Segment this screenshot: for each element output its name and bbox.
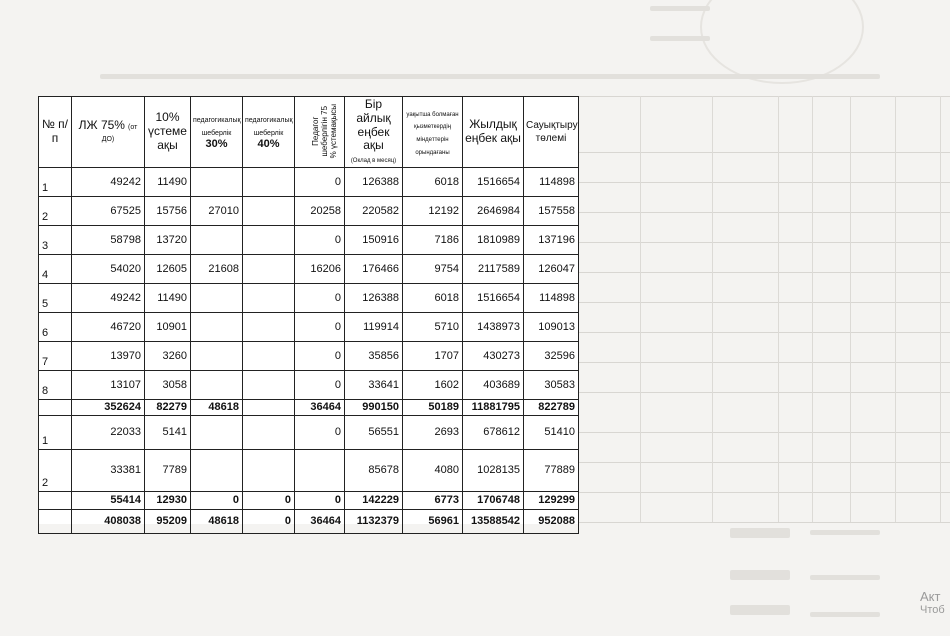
cell-p75: 20258	[295, 196, 345, 225]
salary-table	[38, 96, 579, 534]
table-row	[39, 449, 579, 491]
header-wellness: Сауықтыру төлемі	[524, 97, 579, 168]
cell-p75: 0	[295, 283, 345, 312]
cell-p75: 36464	[295, 399, 345, 415]
cell-p30	[191, 225, 243, 254]
cell-no: 1	[39, 167, 72, 196]
cell-ust: 11490	[145, 167, 191, 196]
cell-p30: 0	[191, 491, 243, 509]
activation-line-1: Акт	[920, 589, 941, 604]
cell-ust: 95209	[145, 509, 191, 533]
cell-p30	[191, 283, 243, 312]
table-row	[39, 167, 579, 196]
cell-monthly: 126388	[345, 283, 403, 312]
cell-well: 114898	[524, 283, 579, 312]
cell-annual: 2646984	[463, 196, 524, 225]
cell-well: 157558	[524, 196, 579, 225]
activation-watermark	[920, 589, 950, 616]
cell-no	[39, 509, 72, 533]
cell-well: 32596	[524, 341, 579, 370]
cell-lzh: 13970	[72, 341, 145, 370]
cell-p40	[243, 254, 295, 283]
cell-well: 952088	[524, 509, 579, 533]
faded-stamp	[700, 0, 864, 84]
cell-p75: 0	[295, 341, 345, 370]
cell-p30: 27010	[191, 196, 243, 225]
header-ped75: Педагог шеберлігін 75 % үстемақысы	[295, 97, 345, 168]
cell-unf: 4080	[403, 449, 463, 491]
cell-p40	[243, 167, 295, 196]
table-row	[39, 254, 579, 283]
cell-ust: 3058	[145, 370, 191, 399]
cell-well: 822789	[524, 399, 579, 415]
cell-p40	[243, 341, 295, 370]
cell-p40	[243, 225, 295, 254]
cell-ust: 5141	[145, 415, 191, 449]
header-annual: Жылдық еңбек ақы	[463, 97, 524, 168]
subtotal-row-1	[39, 399, 579, 415]
header-no: № п/п	[39, 97, 72, 168]
cell-ust: 13720	[145, 225, 191, 254]
cell-unf: 6018	[403, 283, 463, 312]
cell-p75: 16206	[295, 254, 345, 283]
cell-monthly: 1132379	[345, 509, 403, 533]
cell-p40	[243, 399, 295, 415]
cell-ust: 7789	[145, 449, 191, 491]
table-row	[39, 341, 579, 370]
cell-unf: 1602	[403, 370, 463, 399]
cell-no: 2	[39, 196, 72, 225]
cell-monthly: 35856	[345, 341, 403, 370]
cell-p40	[243, 370, 295, 399]
cell-lzh: 58798	[72, 225, 145, 254]
cell-p40	[243, 312, 295, 341]
cell-no: 6	[39, 312, 72, 341]
table-row	[39, 196, 579, 225]
cell-p30: 48618	[191, 399, 243, 415]
cell-monthly: 142229	[345, 491, 403, 509]
cell-unf: 50189	[403, 399, 463, 415]
table-row	[39, 283, 579, 312]
cell-no	[39, 399, 72, 415]
cell-p75: 0	[295, 312, 345, 341]
cell-p40	[243, 449, 295, 491]
header-monthly: Бір айлық еңбек ақы (Оклад в месяц)	[345, 97, 403, 168]
cell-unf: 1707	[403, 341, 463, 370]
cell-ust: 11490	[145, 283, 191, 312]
cell-annual: 1438973	[463, 312, 524, 341]
header-unfulfilled: уақытша болмаған қызметкердің міндеттерін орындағаны	[403, 97, 463, 168]
cell-no: 7	[39, 341, 72, 370]
cell-unf: 7186	[403, 225, 463, 254]
cell-annual: 678612	[463, 415, 524, 449]
cell-monthly: 150916	[345, 225, 403, 254]
cell-p30	[191, 341, 243, 370]
cell-p40: 0	[243, 491, 295, 509]
cell-no: 2	[39, 449, 72, 491]
cell-well: 30583	[524, 370, 579, 399]
cell-lzh: 408038	[72, 509, 145, 533]
cell-no: 8	[39, 370, 72, 399]
cell-ust: 3260	[145, 341, 191, 370]
cell-well: 51410	[524, 415, 579, 449]
table-body	[39, 167, 579, 533]
subtotal-row-2	[39, 491, 579, 509]
cell-lzh: 33381	[72, 449, 145, 491]
cell-unf: 5710	[403, 312, 463, 341]
cell-no: 3	[39, 225, 72, 254]
cell-lzh: 49242	[72, 283, 145, 312]
cell-p30	[191, 167, 243, 196]
cell-no: 4	[39, 254, 72, 283]
cell-well: 77889	[524, 449, 579, 491]
cell-annual: 1516654	[463, 167, 524, 196]
cell-p30	[191, 370, 243, 399]
cell-lzh: 46720	[72, 312, 145, 341]
header-ped30: педагогикалық шеберлік 30%	[191, 97, 243, 168]
cell-lzh: 55414	[72, 491, 145, 509]
cell-lzh: 13107	[72, 370, 145, 399]
cell-well: 114898	[524, 167, 579, 196]
cell-annual: 13588542	[463, 509, 524, 533]
table-row	[39, 225, 579, 254]
cell-p75: 0	[295, 415, 345, 449]
cell-p75: 0	[295, 491, 345, 509]
cell-monthly: 85678	[345, 449, 403, 491]
cell-well: 137196	[524, 225, 579, 254]
cell-ust: 12930	[145, 491, 191, 509]
table-row	[39, 312, 579, 341]
cell-lzh: 67525	[72, 196, 145, 225]
cell-monthly: 990150	[345, 399, 403, 415]
cell-p75: 0	[295, 370, 345, 399]
cell-ust: 82279	[145, 399, 191, 415]
grand-total-row	[39, 509, 579, 533]
cell-p30: 21608	[191, 254, 243, 283]
cell-p75: 0	[295, 167, 345, 196]
cell-annual: 1706748	[463, 491, 524, 509]
cell-ust: 12605	[145, 254, 191, 283]
cell-no: 1	[39, 415, 72, 449]
header-lzh: ЛЖ 75% (от ДО)	[72, 97, 145, 168]
header-ped40: педагогикалық шеберлік 40%	[243, 97, 295, 168]
cell-monthly: 176466	[345, 254, 403, 283]
cell-p75: 0	[295, 225, 345, 254]
cell-annual: 1516654	[463, 283, 524, 312]
cell-annual: 1810989	[463, 225, 524, 254]
cell-lzh: 49242	[72, 167, 145, 196]
cell-monthly: 33641	[345, 370, 403, 399]
header-ustemeaky: 10% үстеме ақы	[145, 97, 191, 168]
cell-lzh: 54020	[72, 254, 145, 283]
cell-monthly: 220582	[345, 196, 403, 225]
cell-no: 5	[39, 283, 72, 312]
cell-lzh: 352624	[72, 399, 145, 415]
cell-p75: 36464	[295, 509, 345, 533]
cell-p30	[191, 449, 243, 491]
cell-well: 109013	[524, 312, 579, 341]
cell-p30	[191, 415, 243, 449]
cell-lzh: 22033	[72, 415, 145, 449]
cell-annual: 11881795	[463, 399, 524, 415]
salary-table-sheet	[38, 96, 578, 528]
cell-well: 129299	[524, 491, 579, 509]
cell-no	[39, 491, 72, 509]
cell-monthly: 119914	[345, 312, 403, 341]
cell-p75	[295, 449, 345, 491]
cell-monthly: 56551	[345, 415, 403, 449]
cell-unf: 6773	[403, 491, 463, 509]
table-row	[39, 370, 579, 399]
cell-p40	[243, 283, 295, 312]
table-header-row	[39, 97, 579, 168]
cell-unf: 9754	[403, 254, 463, 283]
cell-p40	[243, 196, 295, 225]
cell-p30: 48618	[191, 509, 243, 533]
cell-ust: 15756	[145, 196, 191, 225]
cell-monthly: 126388	[345, 167, 403, 196]
cell-p40	[243, 415, 295, 449]
activation-line-2: Чтоб	[920, 604, 945, 616]
cell-p30	[191, 312, 243, 341]
cell-well: 126047	[524, 254, 579, 283]
cell-unf: 6018	[403, 167, 463, 196]
cell-annual: 403689	[463, 370, 524, 399]
cell-annual: 2117589	[463, 254, 524, 283]
cell-annual: 430273	[463, 341, 524, 370]
cell-unf: 56961	[403, 509, 463, 533]
cell-p40: 0	[243, 509, 295, 533]
table-row	[39, 415, 579, 449]
cell-ust: 10901	[145, 312, 191, 341]
cell-annual: 1028135	[463, 449, 524, 491]
cell-unf: 12192	[403, 196, 463, 225]
cell-unf: 2693	[403, 415, 463, 449]
